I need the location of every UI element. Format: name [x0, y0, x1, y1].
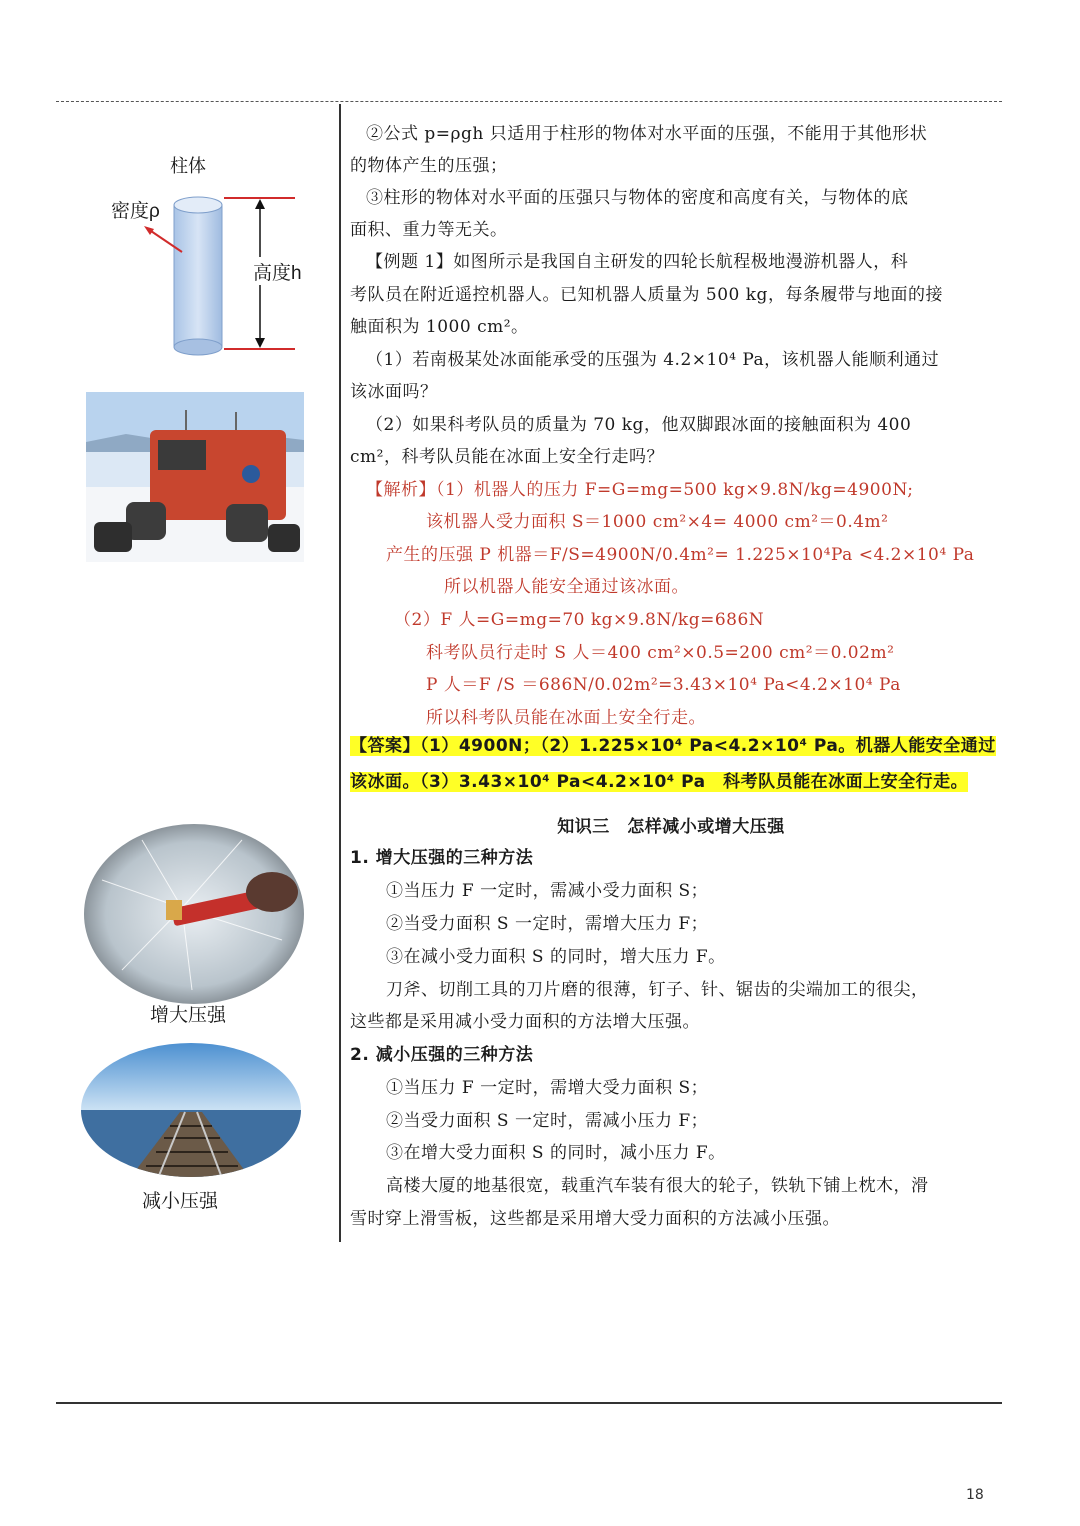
decrease-example: 高楼大厦的地基很宽，载重汽车装有很大的轮子，铁轨下铺上枕木，滑	[386, 1176, 929, 1196]
top-dashed-rule	[56, 101, 1002, 102]
increase-example: 刀斧、切削工具的刀片磨的很薄，钉子、针、锯齿的尖端加工的很尖，	[386, 980, 929, 1000]
decrease-pressure-heading: 2. 减小压强的三种方法	[350, 1045, 534, 1065]
increase-method-3: ③在减小受力面积 S 的同时，增大压力 F。	[386, 947, 726, 967]
example-1-text: 考队员在附近遥控机器人。已知机器人质量为 500 kg，每条履带与地面的接	[350, 285, 943, 305]
question-2: （2）如果科考队员的质量为 70 kg，他双脚跟冰面的接触面积为 400	[366, 415, 912, 435]
example-1-intro: 【例题 1】如图所示是我国自主研发的四轮长航程极地漫游机器人，科	[366, 252, 909, 272]
decrease-method-2: ②当受力面积 S 一定时，需减小压力 F；	[386, 1111, 709, 1131]
glass-caption: 增大压强	[150, 1004, 227, 1026]
increase-method-1: ①当压力 F 一定时，需减小受力面积 S；	[386, 881, 709, 901]
analysis-1: 【解析】（1）机器人的压力 F=G=mg=500 kg×9.8N/kg=4900N;	[366, 480, 914, 500]
question-1: （1）若南极某处冰面能承受的压强为 4.2×10⁴ Pa，该机器人能顺利通过	[366, 350, 940, 370]
page-number: 18	[966, 1487, 984, 1503]
answer-line-1: 【答案】（1）4900N；（2）1.225×10⁴ Pa<4.2×10⁴ Pa。机器人能安全通过	[350, 736, 996, 756]
analysis-2: （2）F 人=G=mg=70 kg×9.8N/kg=686N	[394, 610, 765, 630]
shattered-glass-photo	[82, 820, 306, 1008]
formula-note-3: ③柱形的物体对水平面的压强只与物体的密度和高度有关，与物体的底	[366, 188, 909, 208]
height-label: 高度h	[253, 263, 302, 284]
railway-photo	[80, 1042, 302, 1178]
section-heading: 知识三 怎样减小或增大压强	[557, 817, 785, 837]
polar-robot-photo	[86, 392, 304, 562]
analysis-2-pressure: P 人＝F /S ＝686N/0.02m²=3.43×10⁴ Pa<4.2×10⁴ Pa	[426, 675, 901, 695]
formula-note-2-cont: 的物体产生的压强；	[350, 156, 508, 176]
analysis-conclusion-1: 所以机器人能安全通过该冰面。	[444, 577, 689, 597]
cylinder-title: 柱体	[170, 156, 206, 176]
analysis-conclusion-2: 所以科考队员能在冰面上安全行走。	[426, 708, 706, 728]
question-2-cont: cm²，科考队员能在冰面上安全行走吗？	[350, 447, 664, 467]
decrease-method-3: ③在增大受力面积 S 的同时，减小压力 F。	[386, 1143, 726, 1163]
increase-example-cont: 这些都是采用减小受力面积的方法增大压强。	[350, 1012, 700, 1032]
rail-caption: 减小压强	[142, 1190, 219, 1212]
analysis-pressure: 产生的压强 P 机器＝F/S=4900N/0.4m²= 1.225×10⁴Pa <4.2×10⁴ Pa	[386, 545, 975, 565]
increase-pressure-heading: 1. 增大压强的三种方法	[350, 848, 534, 868]
increase-method-2: ②当受力面积 S 一定时，需增大压力 F；	[386, 914, 709, 934]
analysis-area: 该机器人受力面积 S＝1000 cm²×4= 4000 cm²＝0.4m²	[426, 512, 889, 532]
cylinder-diagram	[90, 185, 310, 365]
density-label: 密度ρ	[111, 201, 160, 222]
bottom-rule	[56, 1402, 1002, 1404]
analysis-2-area: 科考队员行走时 S 人＝400 cm²×0.5=200 cm²＝0.02m²	[426, 643, 895, 663]
answer-line-2: 该冰面。（3）3.43×10⁴ Pa<4.2×10⁴ Pa 科考队员能在冰面上安全行走。	[350, 772, 969, 792]
column-divider	[339, 104, 341, 1242]
decrease-example-cont: 雪时穿上滑雪板，这些都是采用增大受力面积的方法减小压强。	[350, 1209, 840, 1229]
question-1-cont: 该冰面吗？	[350, 382, 438, 402]
example-1-text-end: 触面积为 1000 cm²。	[350, 317, 529, 337]
decrease-method-1: ①当压力 F 一定时，需增大受力面积 S；	[386, 1078, 709, 1098]
formula-note-2: ②公式 p=ρgh 只适用于柱形的物体对水平面的压强，不能用于其他形状	[366, 124, 928, 144]
formula-note-3-cont: 面积、重力等无关。	[350, 220, 508, 240]
